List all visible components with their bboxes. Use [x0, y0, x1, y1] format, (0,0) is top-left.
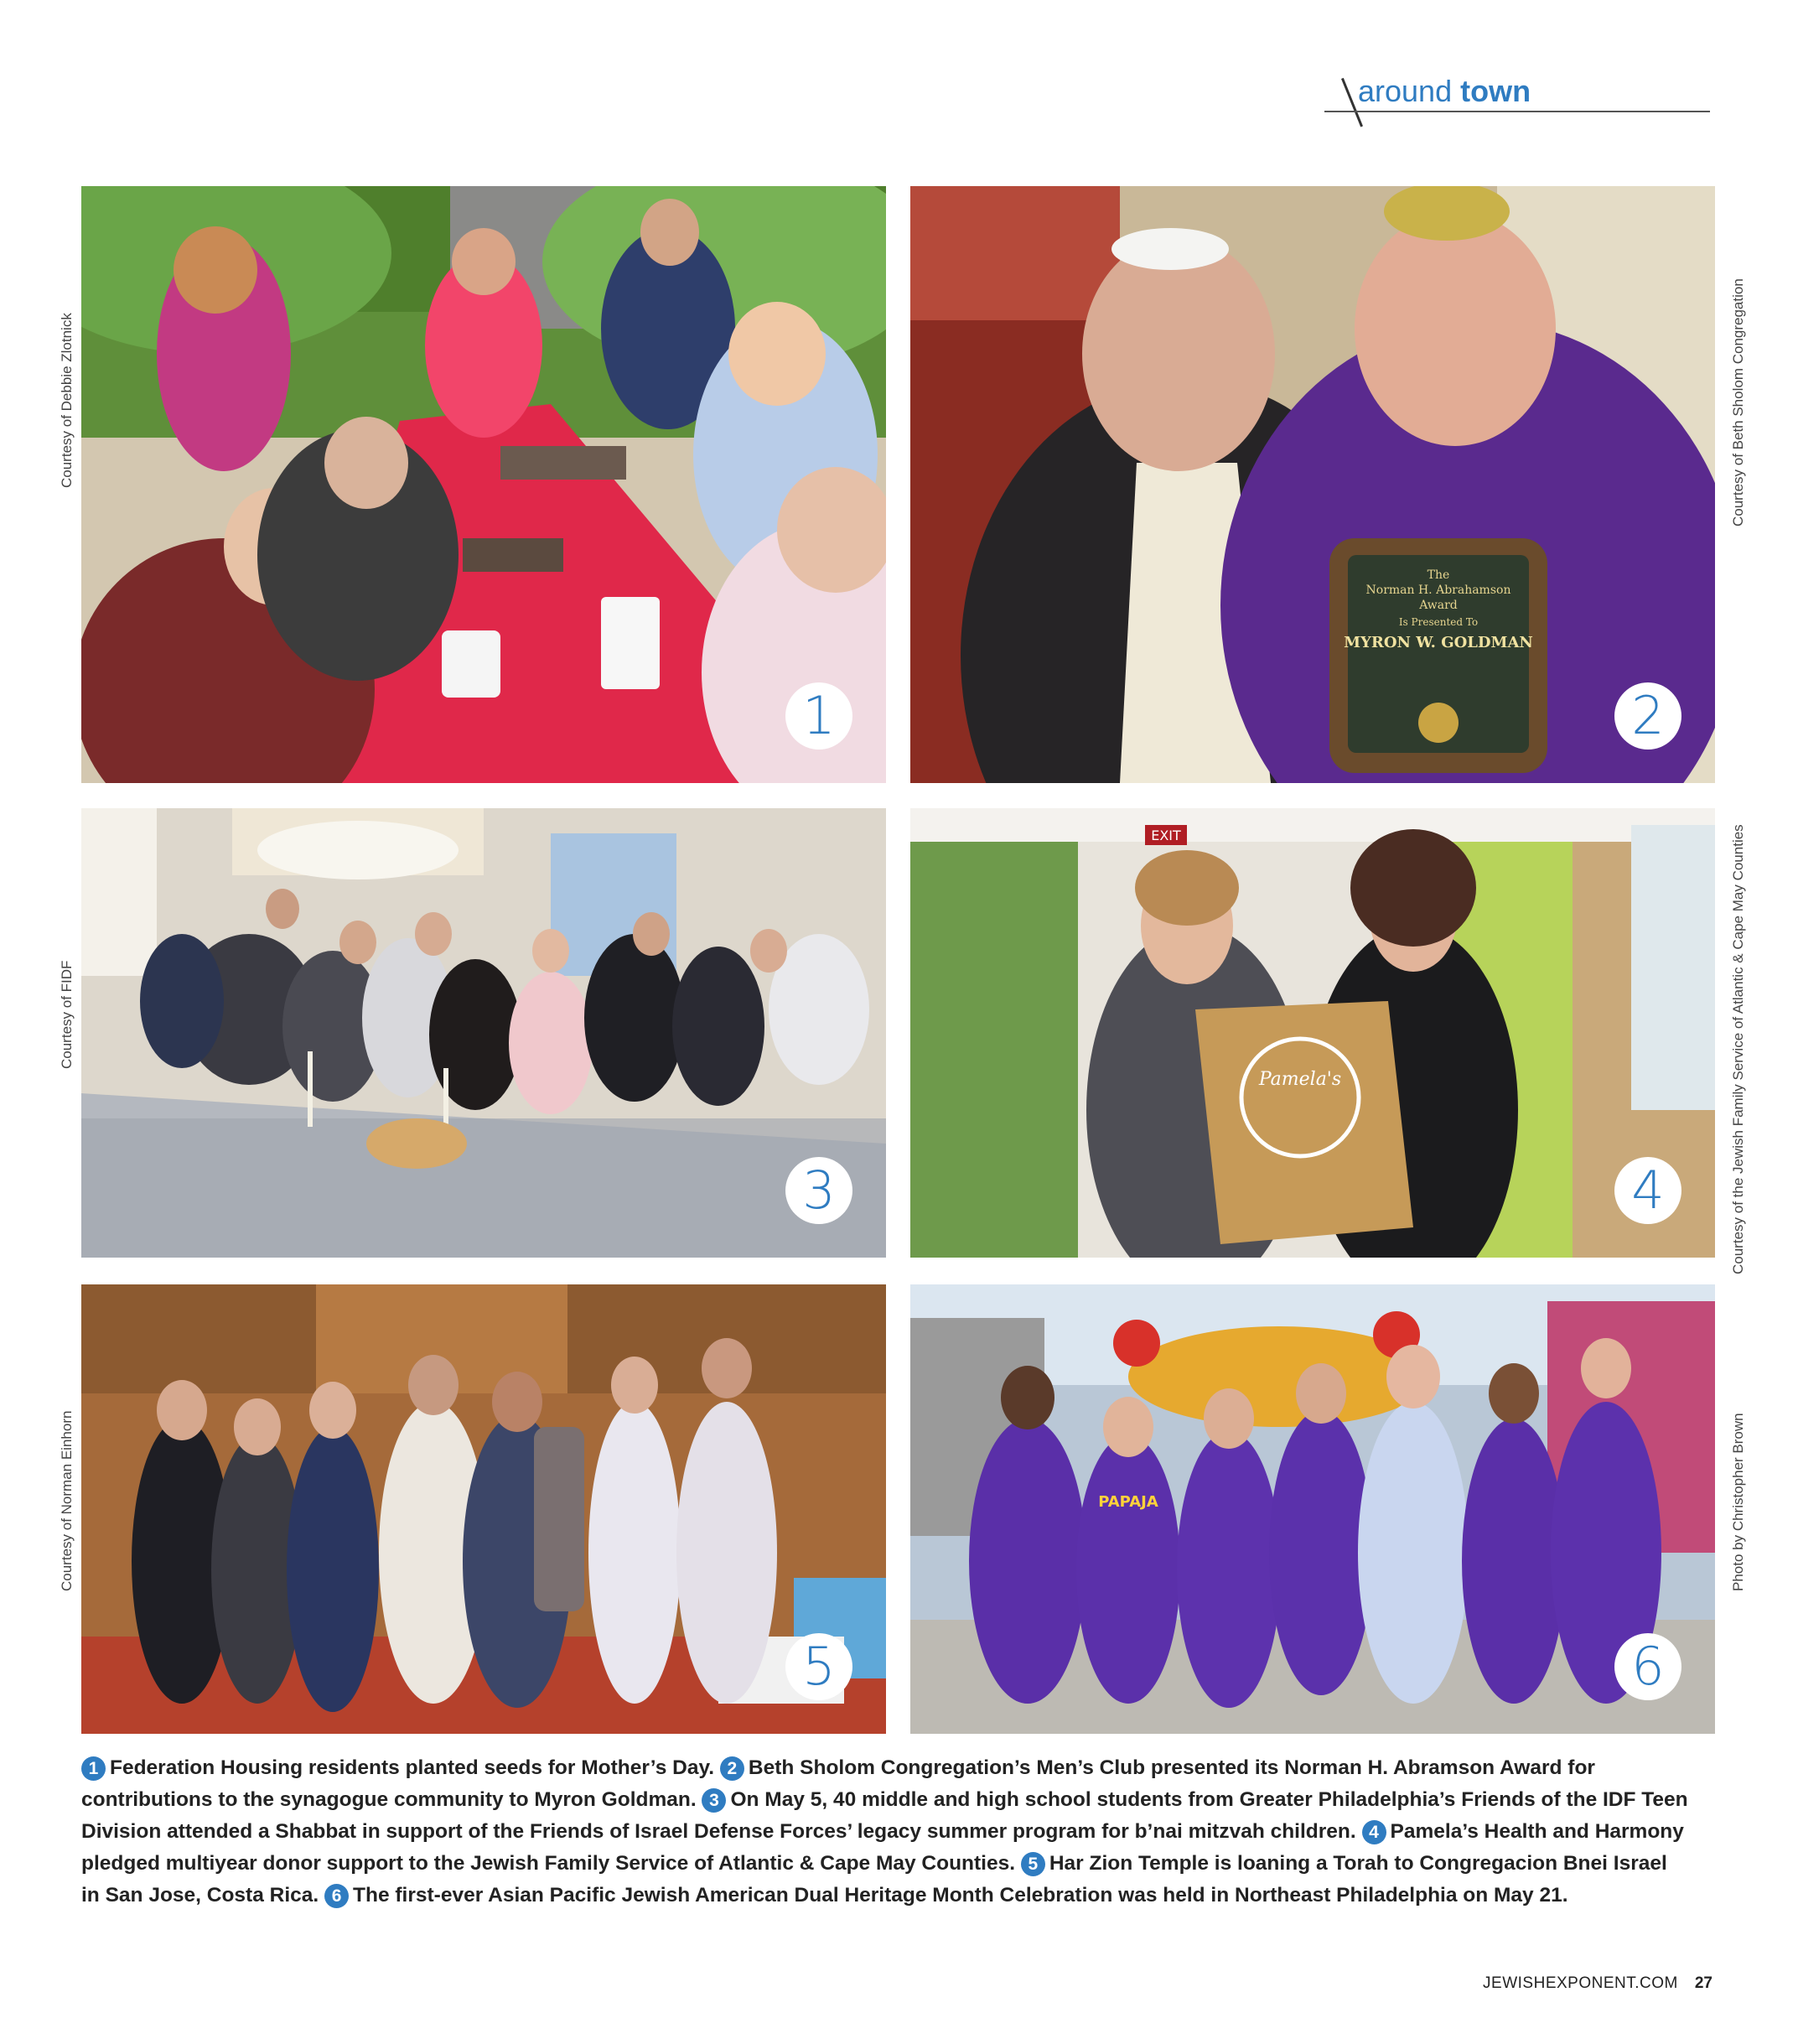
caption-text: Beth Sholom Congregation’s Men’s Club presented its Norman H. Abramson Award for contributions to the synagogue community to Myron Goldman. — [81, 1756, 1595, 1811]
caption-text: Federation Housing residents planted seeds for Mother’s Day. — [110, 1756, 715, 1779]
shirt-logo: PAPAJA — [1098, 1493, 1158, 1511]
caption-text: On May 5, 40 middle and high school students from Greater Philadelphia’s Friends of the IDF Teen Division attended a Shabbat in support of the Friends of Israel Defense Forces’ legacy summer program for b’nai mitzvah children. — [81, 1788, 1688, 1843]
photo-3-shabbat-group — [81, 808, 886, 1258]
exit-sign: EXIT — [1151, 827, 1181, 843]
caption-text: Pamela’s Health and Harmony pledged multiyear donor support to the Jewish Family Service of Atlantic & Cape May Counties. — [81, 1820, 1684, 1875]
page-number: 27 — [1694, 1974, 1713, 1992]
photo-number: 4 — [1614, 1157, 1681, 1224]
bag-brand: Pamela's — [1258, 1069, 1342, 1090]
plaque-text-1: The — [1427, 568, 1450, 582]
photo-5-torah-loan — [81, 1284, 886, 1734]
caption-text: Har Zion Temple is loaning a Torah to Congregacion Bnei Israel in San Jose, Costa Rica. — [81, 1852, 1667, 1907]
photo-caption — [81, 1752, 1691, 1912]
photo-number: 1 — [785, 682, 852, 750]
photo-credit: Photo by Christopher Brown — [1730, 1413, 1746, 1591]
photo-4-donor-store — [910, 808, 1715, 1258]
plaque-text-2: Norman H. Abrahamson — [1365, 584, 1511, 597]
caption-number: 1 — [81, 1756, 106, 1781]
photo-number: 2 — [1614, 682, 1681, 750]
photo-number: 6 — [1614, 1633, 1681, 1700]
caption-number: 3 — [702, 1788, 726, 1813]
photo-2-award-presentation — [910, 186, 1715, 783]
photo-6-heritage-celebration — [910, 1284, 1715, 1734]
photo-credit: Courtesy of the Jewish Family Service of Atlantic & Cape May Counties — [1730, 824, 1746, 1274]
caption-number: 6 — [324, 1884, 349, 1908]
photo-credit: Courtesy of Beth Sholom Congregation — [1730, 278, 1746, 527]
section-header — [1324, 67, 1710, 117]
plaque-text-4: Is Presented To — [1398, 616, 1479, 628]
photo-1-garden-table — [81, 186, 886, 783]
photo-credit: Courtesy of FIDF — [59, 960, 75, 1069]
photo-number: 5 — [785, 1633, 852, 1700]
photo-credit: Courtesy of Debbie Zlotnick — [59, 313, 75, 488]
page-footer — [1483, 1974, 1713, 1993]
header-rule — [1324, 111, 1710, 112]
caption-text: The first-ever Asian Pacific Jewish American Dual Heritage Month Celebration was held in Northeast Philadelphia on May 21. — [353, 1884, 1568, 1907]
caption-number: 4 — [1362, 1820, 1386, 1844]
section-title: around town — [1358, 74, 1531, 108]
plaque-text-3: Award — [1419, 599, 1458, 612]
plaque-name: MYRON W. GOLDMAN — [1344, 634, 1533, 651]
photo-credit: Courtesy of Norman Einhorn — [59, 1410, 75, 1591]
caption-number: 5 — [1021, 1852, 1045, 1876]
caption-number: 2 — [720, 1756, 744, 1781]
website-url: JEWISHEXPONENT.COM — [1483, 1974, 1678, 1992]
photo-number: 3 — [785, 1157, 852, 1224]
